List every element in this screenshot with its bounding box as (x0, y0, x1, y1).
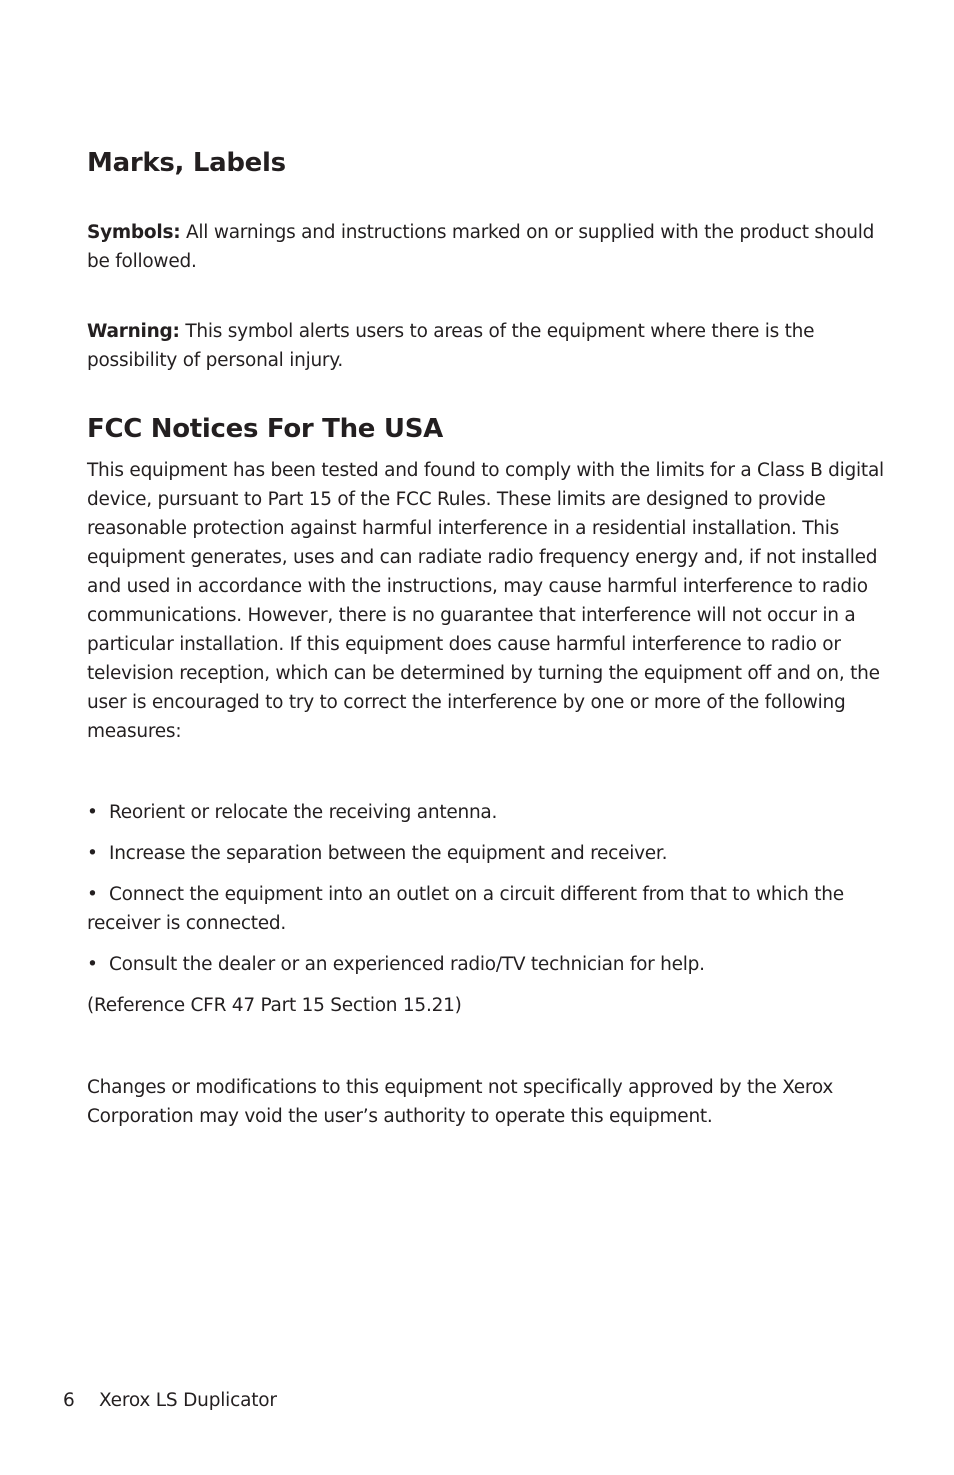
symbols-paragraph (87, 218, 887, 276)
page-footer (63, 1388, 277, 1414)
symbols-text: All warnings and instructions marked on or supplied with the product should be followed. (87, 222, 875, 272)
list-item (87, 950, 887, 979)
changes-notice: Changes or modifications to this equipment not specifically approved by the Xerox Corporation may void the user’s authority to operate this equipment. (87, 1077, 834, 1127)
list-item (87, 880, 887, 938)
bullet-icon: • (87, 884, 98, 905)
measure-text: Consult the dealer or an experienced radio/TV technician for help. (109, 954, 705, 975)
bullet-icon: • (87, 802, 98, 823)
fcc-notices-heading: FCC Notices For The USA (87, 414, 443, 444)
measure-text: Connect the equipment into an outlet on a circuit different from that to which the receiver is connected. (87, 884, 844, 934)
fcc-intro-paragraph: This equipment has been tested and found to comply with the limits for a Class B digital device, pursuant to Part 15 of the FCC Rules. These limits are designed to provide reasonable protection against harmful interference in a residential installation. This equipment generates, uses and can radiate radio frequency energy and, if not installed and used in accordance with the instructions, may cause harmful interference to radio communications. However, there is no guarantee that interference will not occur in a particular installation. If this equipment does cause harmful interference to radio or television reception, which can be determined by turning the equipment off and on, the user is encouraged to try to correct the interference by one or more of the following measures: (87, 460, 884, 742)
page-number: 6 (63, 1390, 75, 1411)
measure-text: Reorient or relocate the receiving antenna. (109, 802, 498, 823)
marks-labels-heading: Marks, Labels (87, 148, 286, 178)
measure-text: Increase the separation between the equipment and receiver. (109, 843, 668, 864)
bullet-icon: • (87, 954, 98, 975)
warning-text: This symbol alerts users to areas of the equipment where there is the possibility of personal injury. (87, 321, 815, 371)
list-item (87, 839, 887, 868)
warning-label: Warning: (87, 321, 180, 342)
product-name: Xerox LS Duplicator (99, 1390, 277, 1411)
warning-paragraph (87, 317, 887, 375)
symbols-label: Symbols: (87, 222, 181, 243)
cfr-reference: (Reference CFR 47 Part 15 Section 15.21) (87, 995, 462, 1016)
list-item (87, 798, 887, 827)
bullet-icon: • (87, 843, 98, 864)
